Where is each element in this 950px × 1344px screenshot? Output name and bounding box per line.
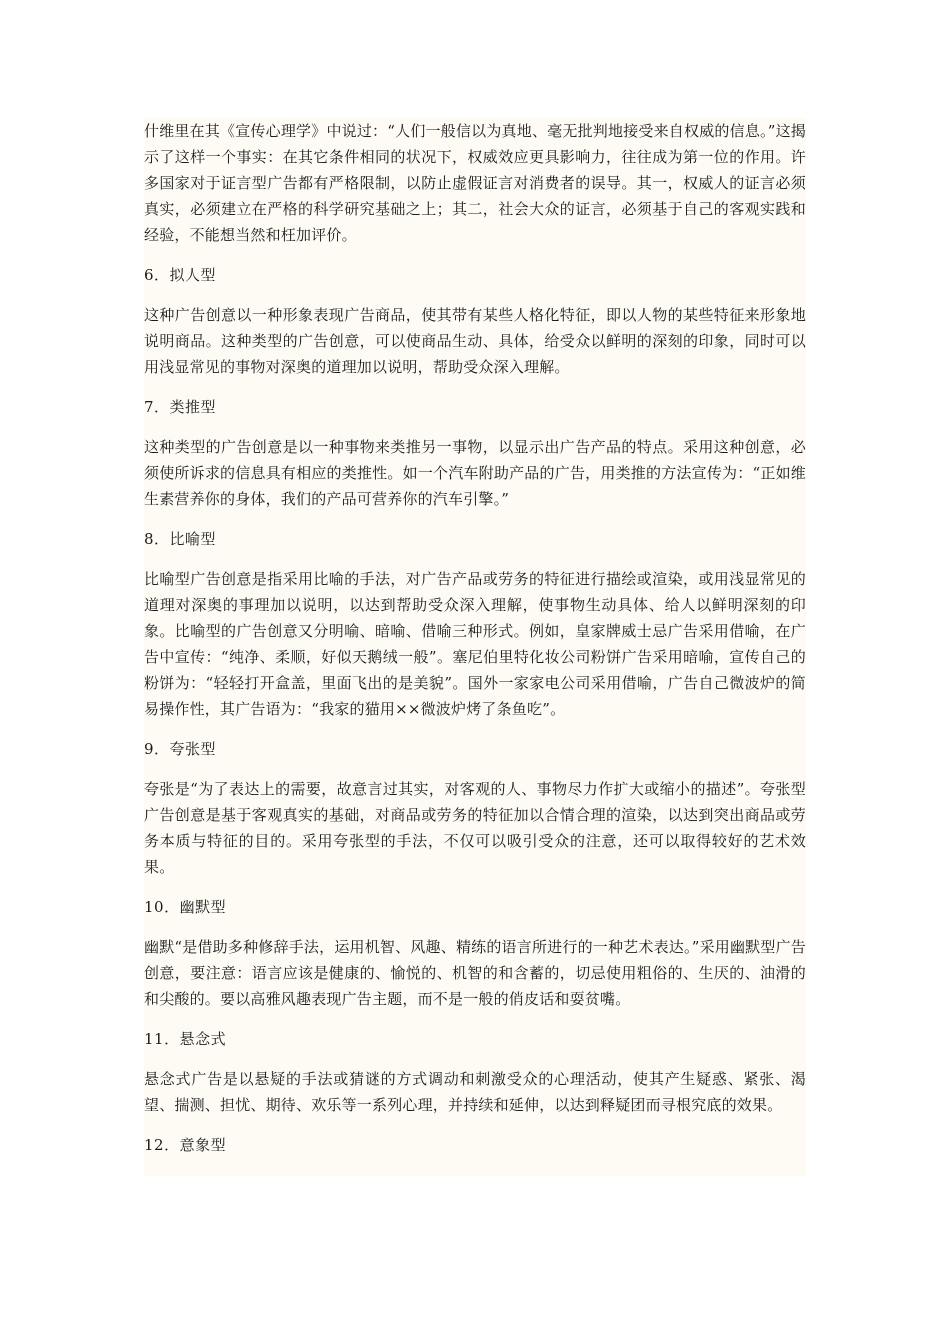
- paragraph-exaggeration: 夸张是“为了表达上的需要，故意言过其实，对客观的人、事物尽力作扩大或缩小的描述”。夸张型广告创意是基于客观真实的基础，对商品或劳务的特征加以合情合理的渲染，以达到突出商品或劳务本质与特征的目的。采用夸张型的手法，不仅可以吸引受众的注意，还可以取得较好的艺术效果。: [144, 780, 806, 876]
- paragraph-suspense: 悬念式广告是以悬疑的手法或猜谜的方式调动和刺激受众的心理活动，使其产生疑惑、紧张、渴望、揣测、担忧、期待、欢乐等一系列心理，并持续和延伸，以达到释疑团而寻根究底的效果。: [144, 1070, 806, 1114]
- paragraph-personification: 这种广告创意以一种形象表现广告商品，使其带有某些人格化特征，即以人物的某些特征来形象地说明商品。这种类型的广告创意，可以使商品生动、具体，给受众以鲜明的深刻的印象，同时可以用浅显常见的事物对深奥的道理加以说明，帮助受众深入理解。: [144, 306, 806, 376]
- paragraph-analogy: 这种类型的广告创意是以一种事物来类推另一事物，以显示出广告产品的特点。采用这种创意，必须使所诉求的信息具有相应的类推性。如一个汽车附助产品的广告，用类推的方法宣传为：“正如维生素营养你的身体，我们的产品可营养你的汽车引擎。”: [144, 438, 806, 508]
- paragraph-authority-testimony: 什维里在其《宣传心理学》中说过：“人们一般信以为真地、毫无批判地接受来自权威的信息。”这揭示了这样一个事实：在其它条件相同的状况下，权威效应更具影响力，往往成为第一位的作用。许多国家对于证言型广告都有严格限制，以防止虚假证言对消费者的误导。其一，权威人的证言必须真实，必须建立在严格的科学研究基础之上；其二，社会大众的证言，必须基于自己的客观实践和经验，不能想当然和枉加评价。: [144, 122, 806, 244]
- heading-suspense: 11．悬念式: [144, 1030, 227, 1048]
- heading-humor: 10．幽默型: [144, 898, 227, 916]
- heading-metaphor: 8．比喻型: [144, 530, 217, 548]
- paragraph-metaphor: 比喻型广告创意是指采用比喻的手法，对广告产品或劳务的特征进行描绘或渲染，或用浅显常见的道理对深奥的事理加以说明，以达到帮助受众深入理解，使事物生动具体、给人以鲜明深刻的印象。比喻型的广告创意又分明喻、暗喻、借喻三种形式。例如，皇家牌威士忌广告采用借喻，在广告中宣传：“纯净、柔顺，好似天鹅绒一般”。塞尼伯里特化妆公司粉饼广告采用暗喻，宣传自己的粉饼为：“轻轻打开盒盖，里面飞出的是美貌”。国外一家家电公司采用借喻，广告自己微波炉的简易操作性，其广告语为：“我家的猫用××微波炉烤了条鱼吃”。: [144, 570, 806, 718]
- heading-personification: 6．拟人型: [144, 266, 217, 284]
- document-body: [144, 118, 806, 1158]
- paragraph-humor: 幽默“是借助多种修辞手法，运用机智、风趣、精练的语言所进行的一种艺术表达。”采用幽默型广告创意，要注意：语言应该是健康的、愉悦的、机智的和含蓄的，切忌使用粗俗的、生厌的、油滑的和尖酸的。要以高雅风趣表现广告主题，而不是一般的俏皮话和耍贫嘴。: [144, 938, 806, 1008]
- heading-exaggeration: 9．夸张型: [144, 740, 217, 758]
- document-page: [144, 118, 806, 1176]
- heading-analogy: 7．类推型: [144, 398, 217, 416]
- heading-imagery: 12．意象型: [144, 1136, 227, 1154]
